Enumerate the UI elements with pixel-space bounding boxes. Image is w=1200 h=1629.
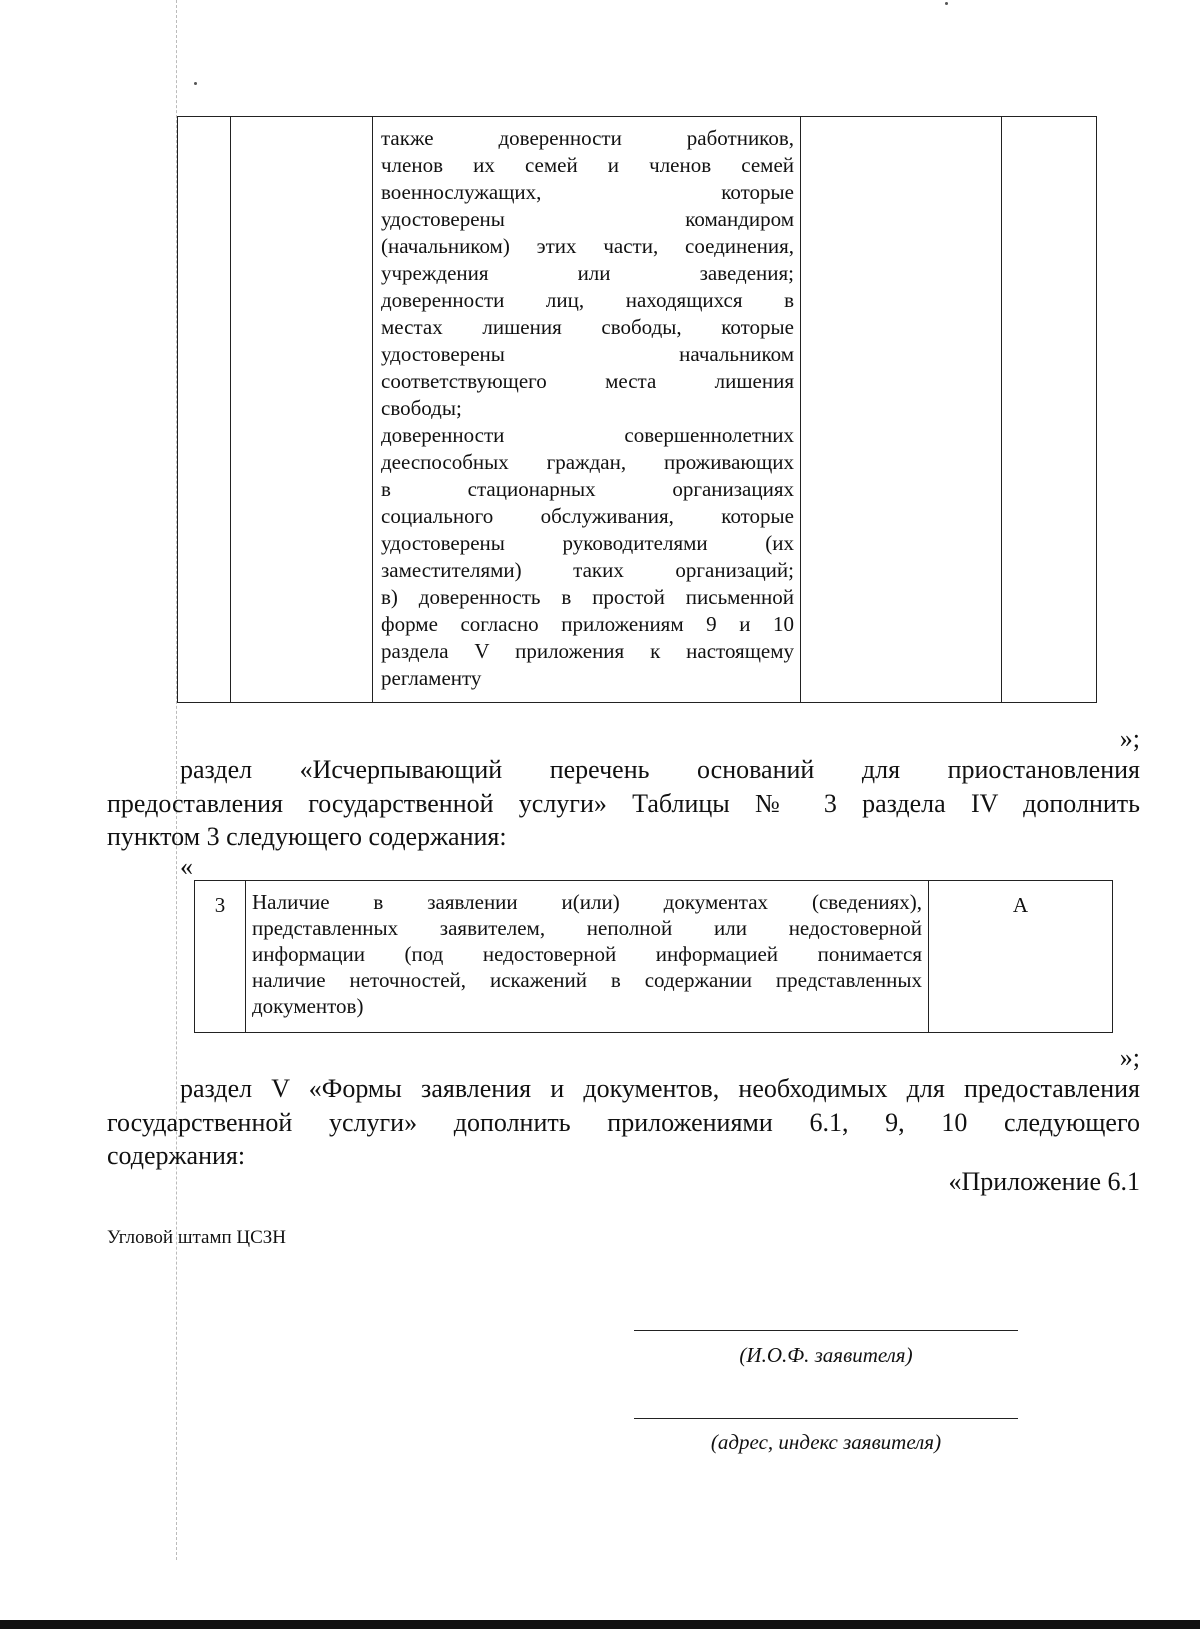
text-line: наличие неточностей, искажений в содержании представленных	[252, 968, 922, 992]
table-cell-empty	[231, 117, 373, 703]
name-line	[634, 1330, 1018, 1331]
item-code: А	[929, 881, 1113, 1033]
table-cell-lines	[373, 117, 800, 698]
text-line: форме согласно приложениям 9 и 10	[381, 612, 794, 636]
item-number: 3	[195, 881, 246, 1033]
table-cell-empty	[178, 117, 231, 703]
table-row	[178, 117, 1097, 703]
text-line: документов)	[252, 994, 364, 1018]
closing-quote: »;	[1119, 1043, 1140, 1072]
text-line: (начальником) этих части, соединения,	[381, 234, 794, 258]
closing-quote: »;	[1119, 724, 1140, 753]
opening-quote: «	[180, 852, 193, 881]
text-line: доверенности лиц, находящихся в	[381, 288, 794, 312]
paragraph-line: содержания:	[107, 1141, 246, 1170]
address-line	[634, 1418, 1018, 1419]
paragraph-line: раздел V «Формы заявления и документов, необходимых для предоставления	[180, 1074, 1140, 1103]
scan-edge-bar	[0, 1620, 1200, 1629]
scan-speck	[945, 2, 948, 5]
text-line: также доверенности работников,	[381, 126, 794, 150]
text-line: регламенту	[381, 666, 482, 690]
text-line: дееспособных граждан, проживающих	[381, 450, 794, 474]
table-cell-text	[373, 117, 801, 703]
table-cell-empty	[801, 117, 1002, 703]
table-row	[195, 881, 1113, 1033]
item-description	[246, 881, 929, 1033]
address-caption: (адрес, индекс заявителя)	[710, 1430, 942, 1454]
text-line: удостоверены командиром	[381, 207, 794, 231]
name-caption: (И.О.Ф. заявителя)	[739, 1343, 913, 1367]
text-line: в) доверенность в простой письменной	[381, 585, 794, 609]
text-line: Наличие в заявлении и(или) документах (сведениях),	[252, 890, 922, 914]
appendix-title: «Приложение 6.1	[948, 1167, 1140, 1196]
text-line: учреждения или заведения;	[381, 261, 794, 285]
paragraph-line: предоставления государственной услуги» Таблицы № 3 раздела IV дополнить	[107, 789, 1140, 818]
stamp-label: Угловой штамп ЦСЗН	[107, 1227, 287, 1248]
text-line: соответствующего места лишения	[381, 369, 794, 393]
text-line: доверенности совершеннолетних	[381, 423, 794, 447]
text-line: социального обслуживания, которые	[381, 504, 794, 528]
text-line: заместителями) таких организаций;	[381, 558, 794, 582]
paragraph-line: пунктом 3 следующего содержания:	[107, 822, 507, 851]
text-line: местах лишения свободы, которые	[381, 315, 794, 339]
text-line: удостоверены начальником	[381, 342, 794, 366]
text-line: военнослужащих, которые	[381, 180, 794, 204]
text-line: удостоверены руководителями (их	[381, 531, 794, 555]
paragraph-line: раздел «Исчерпывающий перечень оснований для приостановления	[180, 755, 1140, 784]
text-line: в стационарных организациях	[381, 477, 794, 501]
text-line: членов их семей и членов семей	[381, 153, 794, 177]
scan-speck	[194, 82, 197, 85]
paragraph-line: государственной услуги» дополнить приложениями 6.1, 9, 10 следующего	[107, 1108, 1140, 1137]
table-cell-empty	[1002, 117, 1097, 703]
text-line: раздела V приложения к настоящему	[381, 639, 794, 663]
table-new-item	[194, 880, 1113, 1033]
table-continued	[177, 116, 1097, 703]
text-line: информации (под недостоверной информацией понимается	[252, 942, 922, 966]
text-line: свободы;	[381, 396, 462, 420]
text-line: представленных заявителем, неполной или недостоверной	[252, 916, 922, 940]
